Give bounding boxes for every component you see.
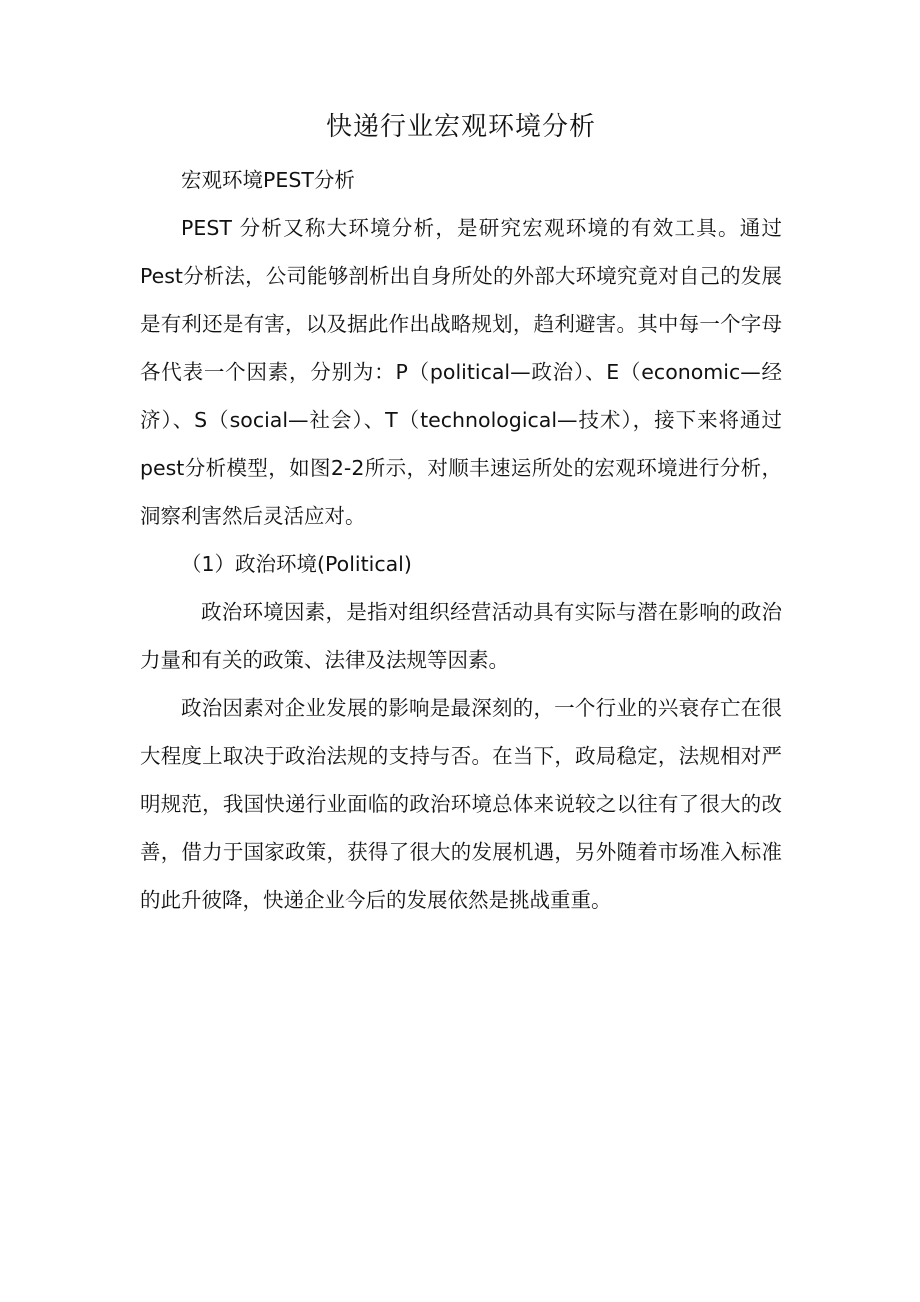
document-title: 快递行业宏观环境分析 bbox=[325, 112, 596, 142]
paragraph-political-impact: 政治因素对企业发展的影响是最深刻的，一个行业的兴衰存亡在很大程度上取决于政治法规的支持与否。在当下，政局稳定，法规相对严明规范，我国快递行业面临的政治环境总体来说较之以往有了很大的改善，借力于国家政策，获得了很大的发展机遇，另外随着市场准入标准的此升彼降，快递企业今后的发展依然是挑战重重。 bbox=[140, 696, 782, 912]
paragraph-political-definition: 政治环境因素，是指对组织经营活动具有实际与潜在影响的政治力量和有关的政策、法律及法规等因素。 bbox=[140, 600, 782, 672]
paragraph-pest-intro: PEST 分析又称大环境分析，是研究宏观环境的有效工具。通过Pest分析法，公司能够剖析出自身所处的外部大环境究竟对自己的发展是有利还是有害，以及据此作出战略规划，趋利避害。其中每一个字母各代表一个因素，分别为：P（political—政治）、E（economic—经济）、S（social—社会）、T（technological—技术），接下来将通过pest分析模型，如图2-2所示，对顺丰速运所处的宏观环境进行分析，洞察利害然后灵活应对。 bbox=[140, 216, 782, 528]
subheading-pest: 宏观环境PEST分析 bbox=[181, 168, 355, 192]
document-body bbox=[140, 100, 782, 924]
section-heading-political: （1）政治环境(Political) bbox=[181, 552, 412, 576]
